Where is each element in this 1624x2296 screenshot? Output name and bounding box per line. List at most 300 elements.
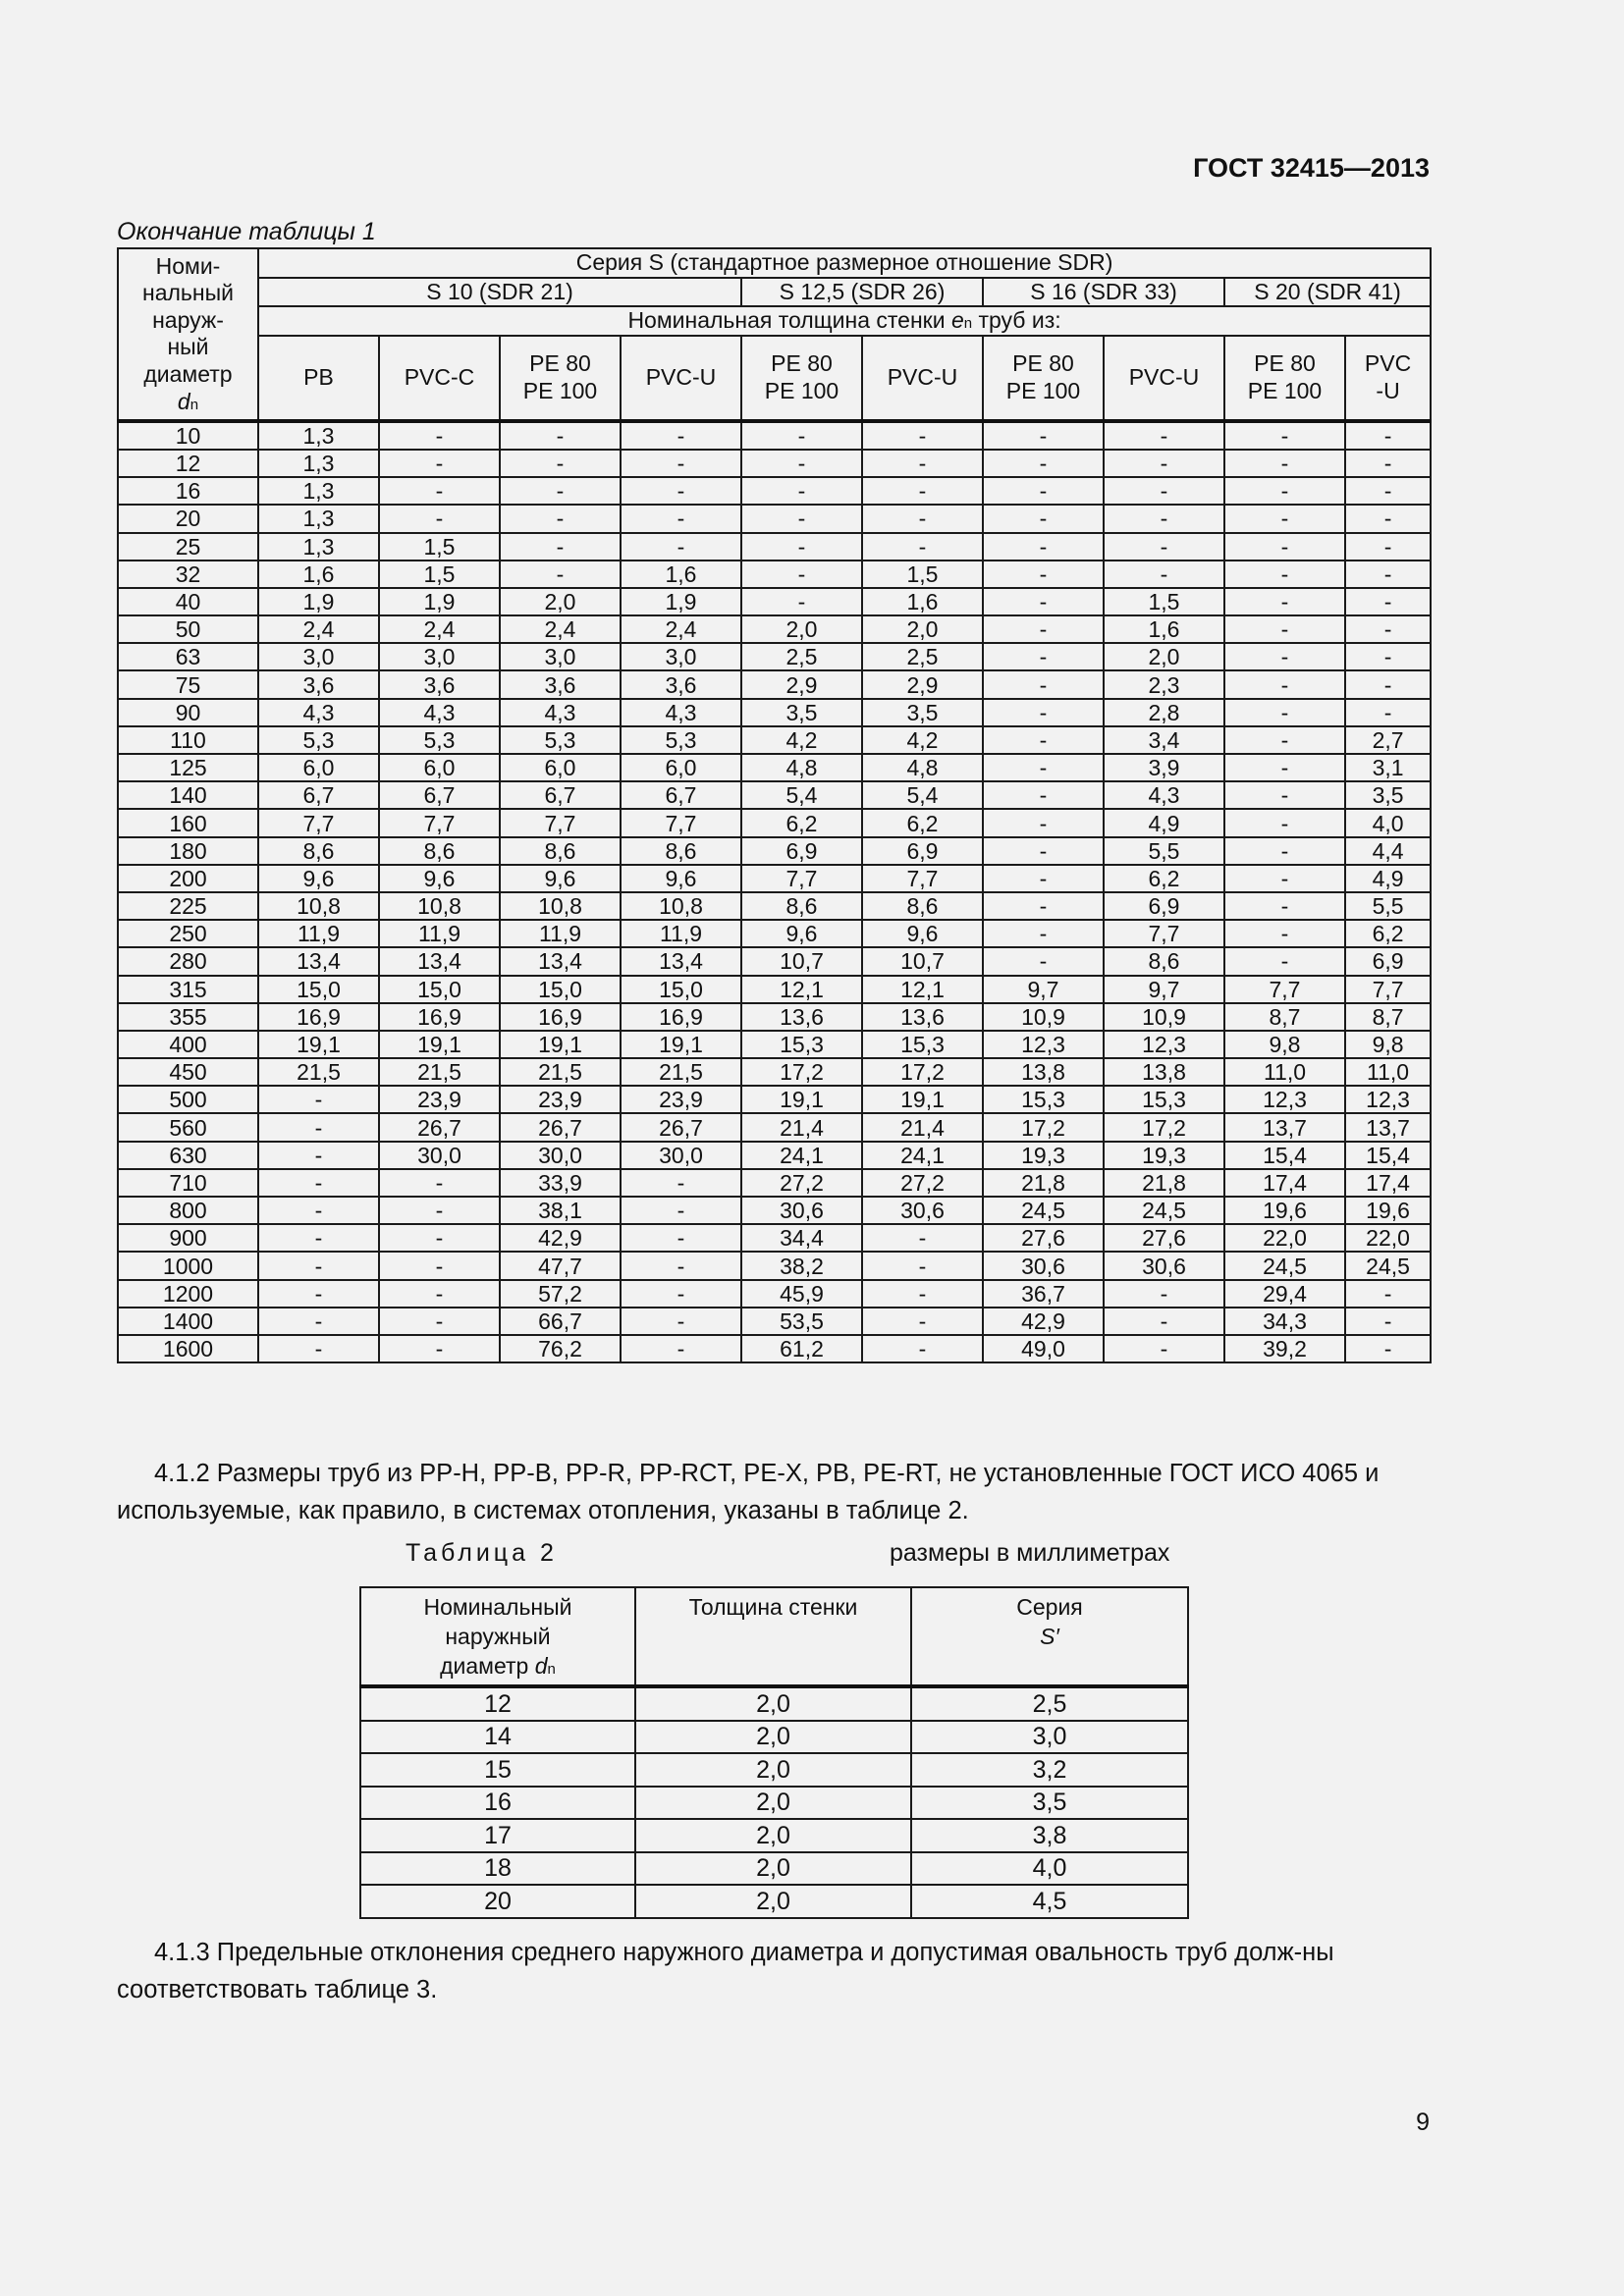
table-row [360,1753,1188,1787]
table-row [118,726,1431,754]
material-header: PB [258,336,379,421]
thickness-cell: - [379,1335,500,1362]
table2 [359,1586,1189,1919]
thickness-cell: 10,7 [862,947,983,975]
thickness-cell: 34,4 [741,1224,862,1252]
thickness-cell: 24,5 [1345,1252,1431,1279]
table-row [118,477,1431,505]
col0-header-text: Номи- нальный наруж- ный диаметр [142,252,234,387]
thickness-cell: 15,3 [741,1031,862,1058]
thickness-cell: - [1345,699,1431,726]
thickness-cell: - [379,1308,500,1335]
thickness-cell: 5,3 [621,726,741,754]
thickness-cell: - [862,1224,983,1252]
thickness-cell: 1,9 [258,588,379,615]
thickness-cell: - [983,699,1104,726]
thickness-cell: 13,8 [1104,1058,1224,1086]
thickness-cell: - [621,1169,741,1197]
table1-body [118,421,1431,1362]
table2-header-series [911,1587,1188,1686]
diameter-cell: 160 [118,809,258,836]
thickness-cell: - [1224,892,1345,920]
thickness-cell: - [741,588,862,615]
thickness-cell: 11,9 [500,920,621,947]
thickness-cell: - [1345,450,1431,477]
table2-header-diameter [360,1587,635,1686]
thickness-cell: 13,6 [862,1003,983,1031]
table-row [360,1787,1188,1820]
thickness-cell: 4,3 [621,699,741,726]
thickness-cell: 19,6 [1345,1197,1431,1224]
table2-cell: 17 [360,1819,635,1852]
thickness-cell: 30,6 [862,1197,983,1224]
thickness-cell: 27,2 [741,1169,862,1197]
thickness-cell: 12,1 [862,976,983,1003]
thickness-cell: 2,4 [621,615,741,643]
thickness-cell: 9,6 [258,865,379,892]
thickness-cell: 9,7 [1104,976,1224,1003]
table-row [118,1086,1431,1113]
thickness-cell: - [983,754,1104,781]
table2-cell: 15 [360,1753,635,1787]
thickness-cell: 8,6 [862,892,983,920]
thickness-cell: - [258,1142,379,1169]
thickness-cell: 3,6 [258,670,379,698]
table-row [118,809,1431,836]
thickness-cell: 30,6 [1104,1252,1224,1279]
thickness-cell: - [1224,726,1345,754]
material-header: PVC -U [1345,336,1431,421]
thickness-header [258,306,1431,336]
thickness-cell: 8,7 [1345,1003,1431,1031]
thickness-cell: 12,1 [741,976,862,1003]
table-row [118,1280,1431,1308]
diameter-cell: 50 [118,615,258,643]
table2-cell: 3,0 [911,1721,1188,1754]
thickness-cell: 1,5 [862,561,983,588]
t2-h1-text: Номинальный наружный диаметр [423,1594,572,1679]
thickness-cell: 17,4 [1345,1169,1431,1197]
thickness-cell: - [1345,588,1431,615]
thickness-cell: - [1345,615,1431,643]
thickness-cell: - [379,1169,500,1197]
page-number: 9 [1416,2109,1430,2136]
thickness-cell: 10,8 [621,892,741,920]
thickness-cell: 6,2 [862,809,983,836]
table-row [118,1335,1431,1362]
table1 [117,247,1432,1363]
col0-header-var: d [177,388,190,414]
thickness-var: e [950,307,964,334]
thickness-cell: - [621,1197,741,1224]
thickness-cell: - [1104,450,1224,477]
thickness-cell: 30,0 [379,1142,500,1169]
thickness-cell: 23,9 [379,1086,500,1113]
thickness-cell: 19,1 [258,1031,379,1058]
thickness-cell: - [1224,421,1345,450]
thickness-cell: 13,7 [1224,1113,1345,1141]
table-row [118,1031,1431,1058]
table2-cell: 2,0 [635,1819,911,1852]
col0-header-sub: n [189,396,199,413]
thickness-cell: 66,7 [500,1308,621,1335]
material-header: PE 80 PE 100 [500,336,621,421]
table2-cell: 18 [360,1852,635,1886]
thickness-cell: - [741,505,862,532]
thickness-cell: 7,7 [1224,976,1345,1003]
diameter-cell: 1600 [118,1335,258,1362]
thickness-cell: - [1224,477,1345,505]
diameter-cell: 180 [118,837,258,865]
thickness-cell: - [379,1280,500,1308]
thickness-cell: 2,3 [1104,670,1224,698]
thickness-cell: 6,7 [258,781,379,809]
thickness-cell: 39,2 [1224,1335,1345,1362]
thickness-cell: - [379,1252,500,1279]
table-row [118,421,1431,450]
thickness-cell: 3,4 [1104,726,1224,754]
table-row [118,1142,1431,1169]
thickness-cell: 5,5 [1104,837,1224,865]
thickness-cell: 3,0 [379,643,500,670]
table2-cell: 2,0 [635,1885,911,1918]
thickness-cell: 21,4 [862,1113,983,1141]
thickness-cell: 17,2 [1104,1113,1224,1141]
thickness-cell: - [862,1252,983,1279]
thickness-cell: 9,6 [379,865,500,892]
thickness-cell: - [1104,477,1224,505]
thickness-cell: 49,0 [983,1335,1104,1362]
thickness-cell: 1,9 [621,588,741,615]
diameter-cell: 90 [118,699,258,726]
thickness-cell: 11,9 [258,920,379,947]
thickness-cell: - [621,533,741,561]
thickness-cell: 6,7 [621,781,741,809]
thickness-cell: - [741,533,862,561]
thickness-cell: 6,7 [379,781,500,809]
thickness-cell: 15,3 [983,1086,1104,1113]
thickness-cell: - [983,809,1104,836]
series-s20: S 20 (SDR 41) [1224,278,1431,307]
thickness-cell: 19,3 [1104,1142,1224,1169]
col-nominal-diameter-header [118,248,258,421]
thickness-cell: - [500,421,621,450]
thickness-cell: 27,2 [862,1169,983,1197]
thickness-cell: 24,5 [1104,1197,1224,1224]
thickness-cell: - [621,505,741,532]
thickness-cell: 9,6 [500,865,621,892]
thickness-cell: 24,1 [862,1142,983,1169]
thickness-cell: 24,5 [1224,1252,1345,1279]
thickness-cell: 2,0 [500,588,621,615]
thickness-cell: - [862,477,983,505]
t2-h3-var: S′ [1040,1624,1059,1649]
series-s10: S 10 (SDR 21) [258,278,741,307]
thickness-cell: 10,9 [1104,1003,1224,1031]
thickness-cell: 2,4 [500,615,621,643]
thickness-cell: - [1104,505,1224,532]
material-header: PE 80 PE 100 [1224,336,1345,421]
table-row [360,1819,1188,1852]
thickness-cell: 1,3 [258,477,379,505]
thickness-cell: 15,4 [1224,1142,1345,1169]
thickness-cell: 30,0 [500,1142,621,1169]
diameter-cell: 560 [118,1113,258,1141]
thickness-cell: 42,9 [500,1224,621,1252]
thickness-cell: - [621,1280,741,1308]
thickness-cell: - [1345,1280,1431,1308]
thickness-cell: 21,8 [983,1169,1104,1197]
diameter-cell: 16 [118,477,258,505]
thickness-cell: - [1345,1335,1431,1362]
thickness-cell: - [379,1197,500,1224]
table-row [118,1113,1431,1141]
table1-caption: Окончание таблицы 1 [117,218,376,245]
t2-h1-sub: n [547,1661,556,1678]
thickness-cell: - [862,533,983,561]
thickness-cell: - [1224,505,1345,532]
thickness-cell: - [983,615,1104,643]
table2-caption: Таблица 2 [406,1539,558,1567]
diameter-cell: 250 [118,920,258,947]
thickness-cell: - [500,533,621,561]
table-row [360,1885,1188,1918]
thickness-cell: 6,0 [258,754,379,781]
thickness-cell: 2,7 [1345,726,1431,754]
series-header: Серия S (стандартное размерное отношение SDR) [258,248,1431,278]
diameter-cell: 20 [118,505,258,532]
thickness-cell: 33,9 [500,1169,621,1197]
table2-cell: 3,8 [911,1819,1188,1852]
thickness-cell: 13,7 [1345,1113,1431,1141]
thickness-cell: 2,0 [741,615,862,643]
thickness-cell: 13,4 [379,947,500,975]
thickness-cell: 7,7 [1104,920,1224,947]
thickness-cell: - [1104,1280,1224,1308]
thickness-cell: 7,7 [741,865,862,892]
diameter-cell: 200 [118,865,258,892]
table-row [118,1169,1431,1197]
thickness-cell: - [621,1224,741,1252]
thickness-cell: - [983,643,1104,670]
diameter-cell: 25 [118,533,258,561]
table2-cell: 3,5 [911,1787,1188,1820]
thickness-cell: 3,1 [1345,754,1431,781]
thickness-cell: - [1345,477,1431,505]
thickness-cell: - [500,505,621,532]
table-row [118,561,1431,588]
thickness-cell: 15,4 [1345,1142,1431,1169]
thickness-cell: 3,5 [1345,781,1431,809]
thickness-cell: 4,2 [741,726,862,754]
thickness-cell: 2,5 [862,643,983,670]
thickness-cell: 16,9 [258,1003,379,1031]
thickness-cell: 2,5 [741,643,862,670]
thickness-cell: - [1345,1308,1431,1335]
thickness-cell: 5,5 [1345,892,1431,920]
diameter-cell: 450 [118,1058,258,1086]
thickness-cell: 11,0 [1224,1058,1345,1086]
thickness-cell: 2,9 [741,670,862,698]
table-row [118,920,1431,947]
diameter-cell: 225 [118,892,258,920]
thickness-cell: - [1224,947,1345,975]
thickness-cell: - [983,947,1104,975]
thickness-cell: 6,0 [621,754,741,781]
thickness-cell: 47,7 [500,1252,621,1279]
series-s16: S 16 (SDR 33) [983,278,1224,307]
material-header: PVC-C [379,336,500,421]
diameter-cell: 355 [118,1003,258,1031]
material-header: PE 80 PE 100 [983,336,1104,421]
thickness-cell: 30,0 [621,1142,741,1169]
thickness-cell: - [741,421,862,450]
thickness-cell: 1,9 [379,588,500,615]
thickness-cell: 13,6 [741,1003,862,1031]
table-row [118,670,1431,698]
thickness-cell: 19,1 [379,1031,500,1058]
thickness-cell: - [258,1308,379,1335]
thickness-cell: 38,2 [741,1252,862,1279]
thickness-cell: 10,9 [983,1003,1104,1031]
thickness-cell: 9,6 [741,920,862,947]
thickness-cell: - [1224,699,1345,726]
table-row [118,450,1431,477]
thickness-cell: 10,8 [379,892,500,920]
thickness-cell: 15,3 [1104,1086,1224,1113]
thickness-cell: - [621,477,741,505]
table2-header-thickness: Толщина стенки [635,1587,911,1686]
thickness-cell: 23,9 [621,1086,741,1113]
thickness-cell: - [741,477,862,505]
thickness-cell: - [621,1335,741,1362]
thickness-cell: 19,1 [621,1031,741,1058]
thickness-cell: - [983,421,1104,450]
thickness-cell: - [983,450,1104,477]
thickness-cell: 61,2 [741,1335,862,1362]
table2-cell: 2,5 [911,1686,1188,1721]
table-row [118,837,1431,865]
thickness-cell: 21,5 [379,1058,500,1086]
thickness-cell: - [1224,781,1345,809]
thickness-cell: 1,6 [258,561,379,588]
thickness-cell: - [1224,837,1345,865]
thickness-cell: - [983,892,1104,920]
thickness-cell: - [983,561,1104,588]
materials-row [118,336,1431,421]
thickness-cell: - [1224,533,1345,561]
thickness-cell: 8,6 [258,837,379,865]
thickness-cell: - [983,865,1104,892]
thickness-cell: - [1345,533,1431,561]
thickness-cell: 15,0 [258,976,379,1003]
thickness-cell: - [862,1335,983,1362]
table2-cell: 2,0 [635,1721,911,1754]
table-row [118,892,1431,920]
diameter-cell: 12 [118,450,258,477]
thickness-cell: - [379,450,500,477]
thickness-cell: 2,8 [1104,699,1224,726]
thickness-cell: - [1345,670,1431,698]
thickness-cell: 16,9 [621,1003,741,1031]
thickness-cell: 5,3 [379,726,500,754]
thickness-cell: 2,0 [862,615,983,643]
thickness-cell: 7,7 [862,865,983,892]
thickness-cell: - [741,561,862,588]
table-row [118,505,1431,532]
thickness-cell: 21,8 [1104,1169,1224,1197]
thickness-cell: 3,9 [1104,754,1224,781]
thickness-cell: 15,0 [500,976,621,1003]
thickness-cell: 22,0 [1224,1224,1345,1252]
thickness-cell: 3,0 [621,643,741,670]
thickness-cell: 6,2 [1345,920,1431,947]
thickness-cell: 4,8 [741,754,862,781]
thickness-cell: - [379,1224,500,1252]
document-code: ГОСТ 32415—2013 [1193,153,1430,183]
thickness-cell: 4,3 [258,699,379,726]
thickness-cell: - [258,1086,379,1113]
thickness-cell: - [621,1308,741,1335]
diameter-cell: 32 [118,561,258,588]
thickness-cell: 15,0 [379,976,500,1003]
thickness-cell: - [1104,561,1224,588]
thickness-cell: 1,3 [258,450,379,477]
thickness-cell: 12,3 [1224,1086,1345,1113]
thickness-cell: - [621,450,741,477]
thickness-cell: - [983,781,1104,809]
thickness-cell: - [258,1169,379,1197]
t2-h1-var: d [534,1653,548,1679]
thickness-sub: n [963,315,973,333]
table-row [118,947,1431,975]
thickness-cell: 9,6 [862,920,983,947]
thickness-cell: 38,1 [500,1197,621,1224]
table-row [118,699,1431,726]
thickness-cell: - [1345,561,1431,588]
thickness-cell: 5,3 [258,726,379,754]
table-row [118,781,1431,809]
thickness-cell: 12,3 [1104,1031,1224,1058]
thickness-cell: - [1104,1335,1224,1362]
thickness-cell: 7,7 [500,809,621,836]
thickness-cell: - [862,421,983,450]
thickness-cell: - [1224,754,1345,781]
thickness-cell: 6,2 [741,809,862,836]
thickness-cell: - [983,837,1104,865]
diameter-cell: 10 [118,421,258,450]
thickness-cell: - [983,505,1104,532]
thickness-cell: 2,4 [258,615,379,643]
thickness-cell: 53,5 [741,1308,862,1335]
diameter-cell: 1000 [118,1252,258,1279]
diameter-cell: 500 [118,1086,258,1113]
thickness-cell: 9,7 [983,976,1104,1003]
table-row [118,588,1431,615]
thickness-cell: - [1224,615,1345,643]
thickness-cell: 42,9 [983,1308,1104,1335]
thickness-cell: - [741,450,862,477]
thickness-cell: - [1224,865,1345,892]
table2-units: размеры в миллиметрах [890,1539,1170,1567]
thickness-cell: 27,6 [983,1224,1104,1252]
thickness-cell: 17,2 [983,1113,1104,1141]
thickness-cell: 7,7 [379,809,500,836]
thickness-cell: 5,4 [862,781,983,809]
thickness-cell: - [258,1224,379,1252]
thickness-cell: 4,8 [862,754,983,781]
table-row [360,1686,1188,1721]
